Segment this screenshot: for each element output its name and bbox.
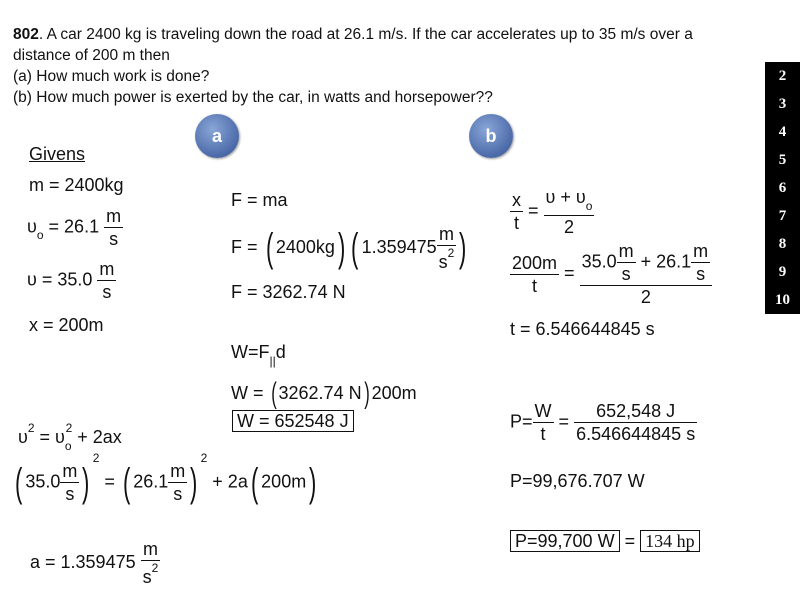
page-link-10[interactable]: 10 [765,286,800,314]
kinematic-substitution: ( 35.0 $\frac{m}{s}$ )$^2$ = ( 26.1 $\frac{m}{s}$ )$^2$ + 2a( 200m) [14,451,317,505]
power-rounded: P=99,700 W = 134 hp [510,530,700,552]
time-substitution: $\frac{200m}{t}$ = 35.0 $\frac{m}{s}$ + 26.1 $\frac{m}{s}$ 2 [510,240,712,308]
page-link-6[interactable]: 6 [765,174,800,202]
page-link-8[interactable]: 8 [765,230,800,258]
page-link-7[interactable]: 7 [765,202,800,230]
problem-statement [13,24,753,108]
kinematic-equation: $\upsilon^2 = \upsilon_o^2 + 2ax$ [18,421,122,453]
acceleration-result: a = 1.359475 $\frac{m}{s^2}$ [30,539,159,587]
work-substitution: W = ( 3262.74 N) 200m [231,377,417,410]
given-mass: m = 2400kg [29,175,124,195]
part-a-badge[interactable] [195,114,239,158]
given-distance: x = 200m [29,315,104,335]
force-substitution: F = ( 2400kg) ( 1.359475 $\frac{m}{s^2}$ ) [231,224,467,272]
horsepower-result: 134 hp [640,530,700,552]
page-link-2[interactable]: 2 [765,62,800,90]
force-formula: F = ma [231,190,288,210]
given-initial-velocity: $\upsilon_o = 26.1$ $\frac{m}{s}$ [27,206,122,249]
problem-text: . A car 2400 kg is traveling down the road at 26.1 m/s. If the car accelerates up to 35 m/s over a distance of 200 m then [13,26,693,64]
page-link-5[interactable]: 5 [765,146,800,174]
power-result: P=99,676.707 W [510,471,645,491]
page-link-3[interactable]: 3 [765,90,800,118]
problem-part-b: (b) How much power is exerted by the car, in watts and horsepower?? [13,89,493,106]
time-result: t = 6.546644845 s [510,319,655,339]
work-result: W = 652548 J [232,410,354,432]
page-link-9[interactable]: 9 [765,258,800,286]
page-link-4[interactable]: 4 [765,118,800,146]
average-velocity-formula: $\frac{x}{t}$ = $\frac{\upsilon + \upsilon_o}{2}$ [512,187,593,237]
part-b-badge[interactable] [469,114,513,158]
part-b-badge-label: b [485,125,497,146]
problem-number: 802 [13,26,39,43]
force-result: F = 3262.74 N [231,282,346,302]
problem-part-a: (a) How much work is done? [13,68,210,85]
work-formula: $W=F_{||}d$ [231,342,286,368]
part-a-badge-label: a [211,125,222,146]
page-navigation [765,62,800,314]
power-substitution: P= $\frac{W}{t}$ = $\frac{652,548 J}{6.546644845 s}$ [510,401,696,444]
given-final-velocity: υ = 35.0 $\frac{m}{s}$ [27,259,115,302]
givens-title: Givens [29,144,86,164]
